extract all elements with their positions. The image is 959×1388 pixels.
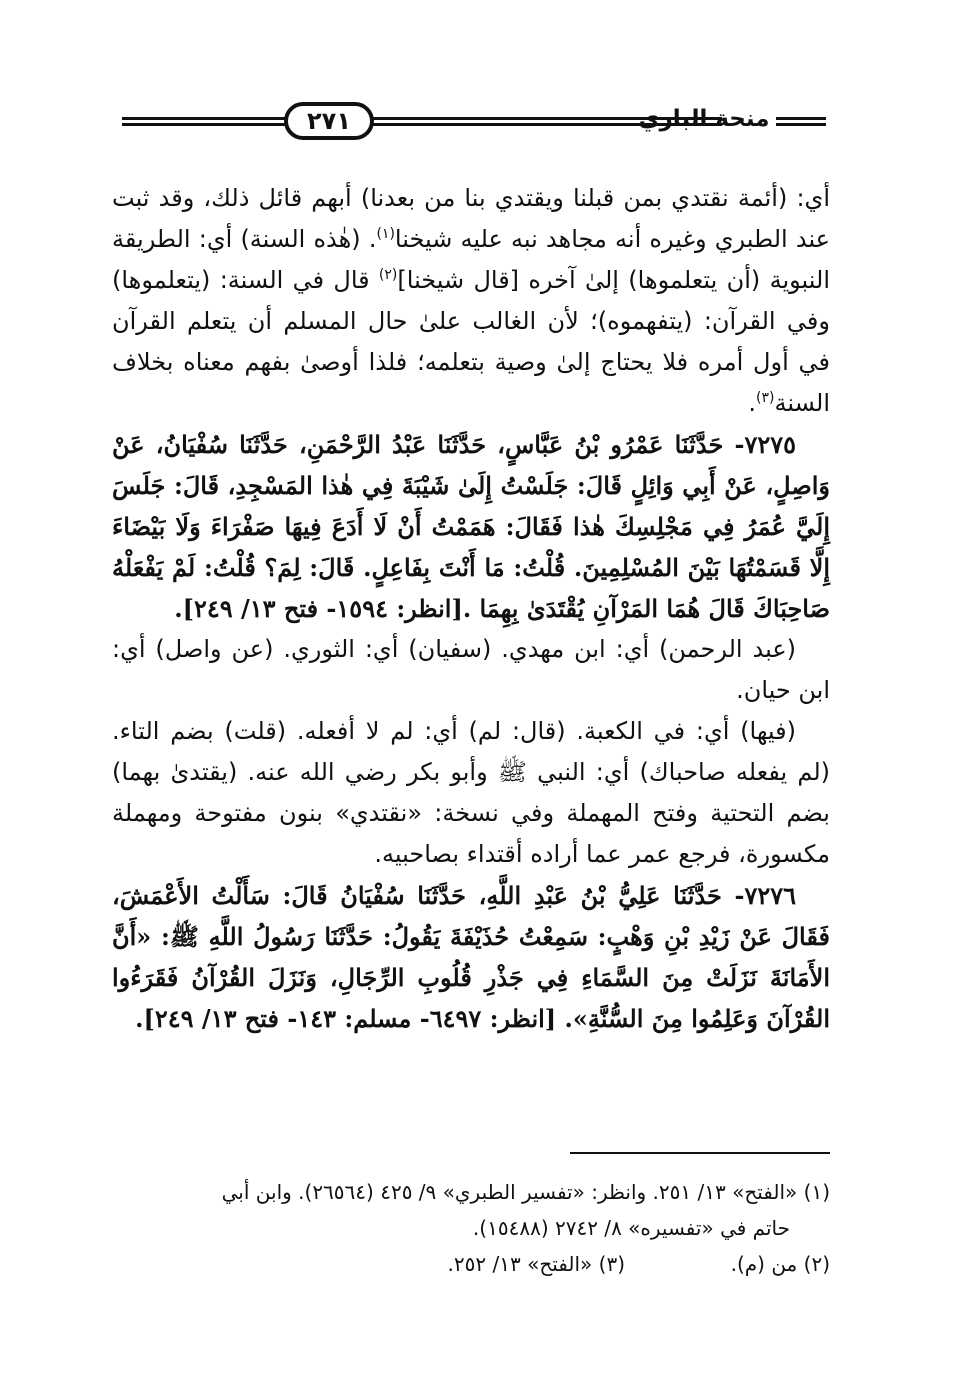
footnote-3: (٣) «الفتح» ١٣/ ٢٥٢. (447, 1252, 625, 1276)
footnote-row (112, 1246, 830, 1282)
footnote-1-continuation: حاتم في «تفسيره» ٨/ ٢٧٤٢ (١٥٤٨٨). (472, 1216, 790, 1240)
footnote-ref-2[interactable]: (٢) (378, 267, 398, 283)
footnote-divider (570, 1152, 830, 1154)
page-number: ٢٧١ (284, 102, 374, 140)
hadith-7276: ٧٢٧٦- حَدَّثَنَا عَلِيُّ بْنُ عَبْدِ اللَّهِ، حَدَّثَنَا سُفْيَانُ قَالَ: سَأَلْتُ الأَعْمَشَ، فَقَالَ عَنْ زَيْدِ بْنِ وَهْبٍ: سَمِعْتُ حُذَيْفَةَ يَقُولُ: حَدَّثَنَا رَسُولُ اللَّهِ ﷺ: «أَنَّ الأَمَانَةَ نَزَلَتْ مِنَ السَّمَاءِ فِي جَذْرِ قُلُوبِ الرِّجَالِ، وَنَزَلَ القُرْآنُ فَقَرَءُوا القُرْآنَ وَعَلِمُوا مِنَ السُّنَّةِ». [انظر: ٦٤٩٧- مسلم: ١٤٣- فتح ١٣/ ٢٤٩]. (112, 881, 830, 1033)
book-title: منحة الباري (638, 106, 770, 132)
header-rule-right (776, 117, 826, 126)
footnote-2: (٢) من (م). (730, 1252, 830, 1276)
footnotes (112, 1174, 830, 1282)
commentary-paragraph-2: (عبد الرحمن) أي: ابن مهدي. (سفيان) أي: الثوري. (عن واصل) أي: ابن حيان. (112, 635, 830, 704)
commentary-paragraph-3: (فيها) أي: في الكعبة. (قال: لم) أي: لم لا أفعله. (قلت) بضم التاء. (لم يفعله صاحباك) أي: النبي ﷺ وأبو بكر رضي الله عنه. (يقتدىٰ بهما) بضم التحتية وفتح المهملة وفي نسخة: «نقتدي» بنون مفتوحة ومهملة مكسورة، فرجع عمر عما أراده أقتداء بصاحبيه. (112, 717, 830, 868)
footnote-1: (١) «الفتح» ١٣/ ٢٥١. وانظر: «تفسير الطبري» ٩/ ٤٢٥ (٢٦٥٦٤). وابن أبي (221, 1180, 830, 1204)
page (112, 96, 830, 1306)
page-header (112, 96, 830, 166)
header-rule-left (122, 117, 292, 126)
commentary-paragraph-1: أي: (أئمة نقتدي بمن قبلنا ويقتدي بنا من بعدنا) أبهم قائل ذلك، وقد ثبت عند الطبري وغيره أنه مجاهد نبه عليه شيخنا$^{(١)}$. (هٰذه السنة) أي: الطريقة النبوية (أن يتعلموها) إلىٰ آخره [قال شيخنا]$^{(٢)}$ قال في السنة: (يتعلموها) وفي القرآن: (يتفهموه)؛ لأن الغالب علىٰ حال المسلم أن يتعلم القرآن في أول أمره فلا يحتاج إلىٰ وصية بتعلمه؛ فلذا أوصىٰ بفهم معناه بخلاف السنة$^{(٣)}$. (112, 184, 831, 417)
hadith-7275: ٧٢٧٥- حَدَّثَنَا عَمْرُو بْنُ عَبَّاسٍ، حَدَّثَنَا عَبْدُ الرَّحْمَنِ، حَدَّثَنَا سُفْيَانُ، عَنْ وَاصِلٍ، عَنْ أَبِي وَائِلٍ قَالَ: جَلَسْتُ إِلَىٰ شَيْبَةَ فِي هٰذا المَسْجِدِ، قَالَ: جَلَسَ إِلَيَّ عُمَرُ فِي مَجْلِسِكَ هٰذا فَقَالَ: هَمَمْتُ أَنْ لَا أَدَعَ فِيهَا صَفْرَاءَ وَلَا بَيْضَاءَ إِلَّا قَسَمْتُهَا بَيْنَ المُسْلِمِينَ. قُلْتُ: مَا أَنْتَ بِفَاعِلٍ. قَالَ: لِمَ؟ قُلْتُ: لَمْ يَفْعَلْهُ صَاحِبَاكَ قَالَ هُمَا المَرْآنِ يُقْتَدَىٰ بِهِمَا .[انظر: ١٥٩٤- فتح ١٣/ ٢٤٩]. (112, 430, 830, 623)
body-text (112, 178, 830, 1039)
footnote-ref-3[interactable]: (٣) (756, 390, 775, 406)
footnote-ref-1[interactable]: (١) (376, 226, 395, 242)
